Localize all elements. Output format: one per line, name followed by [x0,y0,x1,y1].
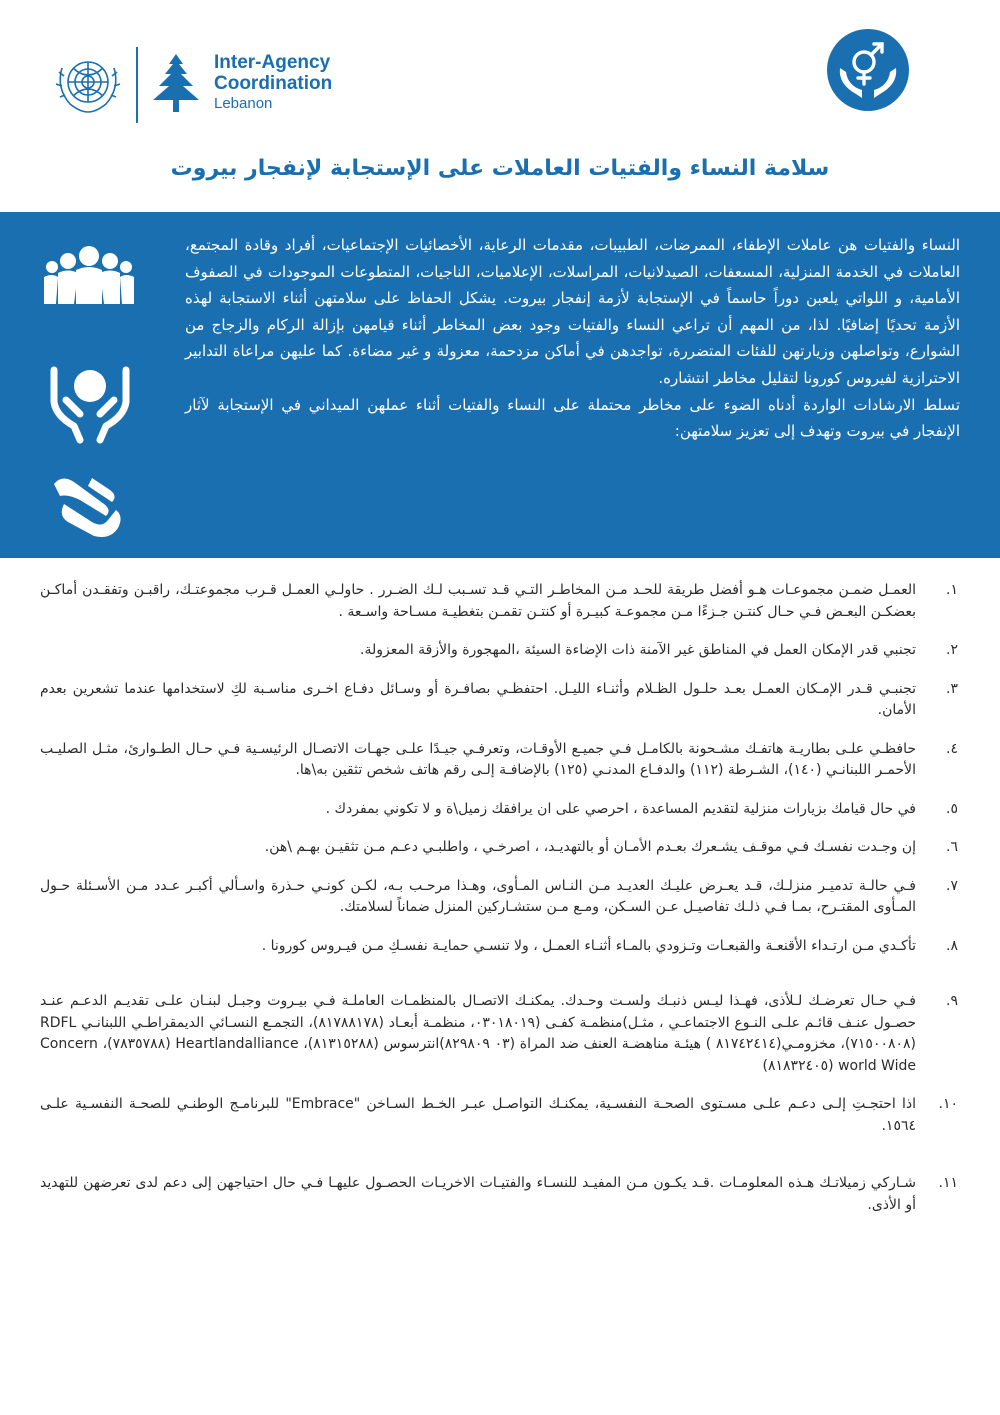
intro-text [185,232,960,445]
list-item [40,837,958,859]
list-item [40,580,958,623]
item-number: ٣. [946,680,958,697]
org-name-line3: Lebanon [214,95,273,112]
gender-symbol-hands-icon [826,28,910,112]
group-of-people-icon [44,244,134,306]
page-header [0,0,1000,130]
list-item [40,679,958,722]
un-emblem-icon [52,48,124,120]
item-text: فـي حـال تعرضـك لـلأذى، فهـذا ليـس ذنبـك ولسـت وحـدك. يمكنـك الاتصـال بالمنظمـات العاملـة فـي بيـروت وجبـل لبنـان علـى تقديـم الدعـم عنـد حصـول عنـف قائـم علـى النـوع الاجتماعـي ، مثـل)منظمـة كفـى (٠٣٠١٨٠١٩، منظمـة أبعـاد (٨١٧٨٨١٧٨)، التجمـع النسـائي الديمقراطـي اللبنانـي RDFL (٧١٥٠٠٨٠٨)، مخزومـي(٨١٧٤٢٤١٤ ) هيئـة مناهضـة العنف ضد المراة (٠٣ ٨٢٩٨٠٩)انترسوس (٨١٣١٥٢٨٨)، Heartlandalliance (٧٨٣٥٧٨٨)، Concern world Wide (٨١٨٣٢٤٠٥) [40,993,917,1074]
item-text: اذا احتجـتِ إلـى دعـم علـى مسـتوى الصحـة النفسـية، يمكنـك التواصـل عبـر الخـط السـاخن "Embrace" للبرنامـج الوطنـي للصحـة النفسـية علـى ١٥٦٤. [40,1096,917,1134]
item-text: إن وجـدت نفسـك فـي موقـف يشـعرك بعـدم الأمـان أو بالتهديـد، ، اصرخـي ، واطلبـي دعـم مـن تثقيـن بهـم \هن. [264,839,916,855]
item-number: ٢. [946,642,958,658]
intro-paragraph-2: تسلط الارشادات الواردة أدناه الضوء على مخاطر محتملة على النساء والفتيات أثناء عملهن الميداني في الإستجابة لآثار الإنفجار في بيروت وتهدف إلى تعزيز سلامتهن: [185,395,960,441]
helping-hands-icon [52,470,126,542]
cedar-tree-icon [145,52,207,114]
page-title: سلامة النساء والفتيات العاملات على الإستجابة لإنفجار بيروت [170,156,830,181]
list-item [40,739,958,782]
item-number: ١٠. [938,1096,958,1112]
item-text: شـاركي زميلاتـك هـذه المعلومـات .قـد يكـون مـن المفيـد للنسـاء والفتيـات الاخريـات الحصـول عليهـا فـي حال احتياجهن إلى دعم لدى تعرضهن للتهديد أو الأذى. [40,1175,916,1213]
item-number: ١. [946,582,958,598]
item-number: ٧. [946,877,958,894]
item-number: ٨. [946,937,958,954]
org-name [214,52,332,113]
list-item [40,1173,958,1216]
item-text: تجنبي قدر الإمكان العمل في المناطق غير الآمنة ذات الإضاءة السيئة ،المهجورة والأزقة المعزولة. [360,642,916,658]
item-number: ١١. [938,1175,958,1191]
list-item [40,799,958,821]
item-text: تأكـدي مـن ارتـداء الأقنعـة والقبعـات وتـزودي بالمـاء أثنـاء العمـل ، ولا تنسـي حمايـة نفسـكِ مـن فيـروس كورونا . [261,937,916,954]
item-text: تجنبـي قـدر الإمـكان العمـل بعـد حلـول الظـلام وأثنـاء الليـل. احتفظـي بصافـرة أو وسـائل دفـاع اخـرى مناسـبة لكِ لاستخدامها عندما تشعرين بعدم الأمان. [40,680,916,718]
hands-holding-person-icon [46,364,134,444]
item-text: العمـل ضمـن مجموعـات هـو أفضل طريقة للحـد مـن المخاطـر التـي قـد تسـبب لـك الضـرر . حاولـي العمـل قـرب مجموعتـك، راقبـن وتفقـدن أماكـن بعضكـن البعـض فـي حـال كنتـن جـزءًا مـن مجموعـة كبيـرة أو كنتـن تقمـن بتغطيـة مسـاحة واسـعة . [40,582,916,620]
item-number: ٦. [946,839,958,855]
list-item [40,876,958,919]
item-number: ٩. [946,993,958,1009]
logo-divider [136,47,138,123]
org-name-line1: Inter-Agency [214,52,331,73]
intro-paragraph-1: النساء والفتيات هن عاملات الإطفاء، الممرضات، الطبيبات، مقدمات الرعاية، الأخصائيات الإجتماعيات، أفراد وقادة المجتمع، العاملات في الخدمة المنزلية، المسعفات، الصيدلانيات، المراسلات، الإعلاميات، الناجيات، المتطوعات الموجودات في الصفوف الأمامية، و اللواتي يلعبن دوراً حاسماً في الإستجابة لأزمة إنفجار بيروت. يشكل الحفاظ على سلامتهن أثناء الاستجابة لهذه الأزمة تحديًا إضافيًا. لذا، من المهم أن تراعي النساء والفتيات وجود بعض المخاطر أثناء قيامهن بإزالة الركام والزجاج من الشوارع، وتواصلهن وزيارتهن للفئات المتضررة، تواجدهن في أماكن مزدحمة، معزولة و غير مضاءة. كما عليهن مراعاة التدابير الاحترازية لفيروس كورونا لتقليل مخاطر انتشاره. [185,236,960,387]
item-text: فـي حالـة تدميـر منزلـك، قـد يعـرض عليـك العديـد مـن النـاس المـأوى، وهـذا مرحـب بـه، لكـن كونـي حـذرة واسـألي أكبـر عـدد مـن الأسـئلة حـول المـأوى المقتـرح، بمـا فـي ذلـك تفاصيـل عـن السـكن، ومـع مـن ستشـاركين المنزل ضماناً لسلامتك. [40,877,916,915]
item-text: في حال قيامك بزيارات منزلية لتقديم المساعدة ، احرصي على ان يرافقك زميل\ة و لا تكوني بمفردك . [325,800,916,817]
org-name-line2: Coordination [214,73,333,94]
item-number: ٤. [946,740,958,757]
item-text: حافظـي علـى بطاريـة هاتفـك مشـحونة بالكامـل فـي جميـع الأوقـات، وتعرفـي جيـدًا علـى جهـات الاتصـال الرئيسـية فـي حـال الطـوارئ، مثـل الصليـب الأحمـر اللبنانـي (١٤٠)، الشـرطة (١١٢) والدفـاع المدنـي (١٢٥) بالإضافـة إلـى رقم هاتف شخص تثقين به\ها. [40,740,916,778]
list-item [40,1094,958,1137]
guidelines-list [40,580,958,1233]
item-number: ٥. [946,800,958,817]
list-item [40,991,958,1077]
list-item [40,640,958,662]
list-item [40,936,958,958]
